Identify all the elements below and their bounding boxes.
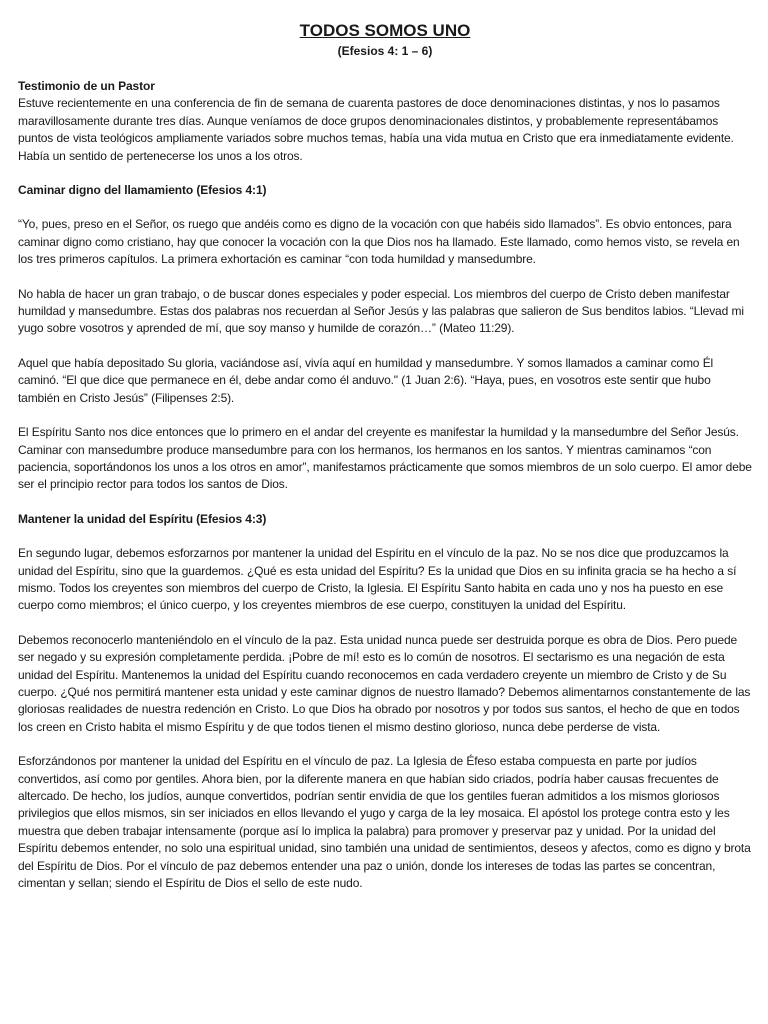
section-heading-unidad: Mantener la unidad del Espíritu (Efesios 4:3)	[18, 511, 267, 526]
paragraph-unidad-1: En segundo lugar, debemos esforzarnos por mantener la unidad del Espíritu en el vínculo de la paz. No se nos dice que produzcamos la unidad del Espíritu, sino que la guardemos. ¿Qué es esta unidad del Espíritu? Es la unidad que Dios en su infinita gracia se ha hecho a sí mismo. Todos los creyentes son miembros del cuerpo de Cristo, la Iglesia. El Espíritu Santo habita en cada uno y nos ha puesto en ese cuerpo como miembros; el único cuerpo, y los creyentes miembros de ese cuerpo, constituyen la unidad del Espíritu.	[18, 546, 737, 613]
paragraph-unidad-3: Esforzándonos por mantener la unidad del Espíritu en el vínculo de paz. La Iglesia de Éfeso estaba compuesta en parte por judíos convertidos, así como por gentiles. Ahora bien, por la diferente manera en que habían sido criados, podría haber causas frecuentes de altercado. De hecho, los judíos, aunque convertidos, podrían sentir envidia de que los gentiles fueran admitidos a los mismos gloriosos privilegios que ellos mismos, sin ser iniciados en ellos llevando el yugo y carga de la ley mosaica. El apóstol los protege contra esto y les muestra que deben trabajar intensamente (porque así lo implica la palabra) para promover y preservar paz y unidad. Por la unidad del Espíritu debemos entender, no solo una espiritual unidad, sino también una unidad de sentimientos, deseos y afectos, como es digno y brota del Espíritu de Dios. Por el vínculo de paz debemos entender una paz o unión, donde los intereses de todas las partes se concentran, cimentan y sellan; siendo el Espíritu de Dios el sello de este nudo.	[18, 754, 751, 891]
paragraph-caminar-1: “Yo, pues, preso en el Señor, os ruego que andéis como es digno de la vocación con que habéis sido llamados”. Es obvio entonces, para caminar digno como cristiano, hay que conocer la vocación con la que Dios nos ha llamado. Este llamado, como hemos visto, se revela en los tres primeros capítulos. La primera exhortación es caminar “con toda humildad y mansedumbre.	[18, 217, 740, 267]
document-subtitle: (Efesios 4: 1 – 6)	[337, 44, 433, 58]
paragraph-caminar-2: No habla de hacer un gran trabajo, o de buscar dones especiales y poder especial. Los miembros del cuerpo de Cristo deben manifestar humildad y mansedumbre. Estas dos palabras nos recuerdan al Señor Jesús y las palabras que salieron de Sus benditos labios. “Llevad mi yugo sobre vosotros y aprended de mí, que soy manso y humilde de corazón…” (Mateo 11:29).	[18, 286, 744, 336]
paragraph-caminar-4: El Espíritu Santo nos dice entonces que lo primero en el andar del creyente es manifestar la humildad y la mansedumbre del Señor Jesús. Caminar con mansedumbre produce mansedumbre para con los hermanos, los hermanos en los santos. Y mientras caminamos “con paciencia, soportándonos los unos a los otros en amor”, manifestamos prácticamente que somos miembros de un solo cuerpo. El amor debe ser el principio rector para todos los santos de Dios.	[18, 425, 752, 492]
section-heading-caminar: Caminar digno del llamamiento (Efesios 4:1)	[18, 183, 267, 198]
paragraph-testimonio: Estuve recientemente en una conferencia de fin de semana de cuarenta pastores de doce denominaciones distintas, y nos lo pasamos maravillosamente durante tres días. Aunque veníamos de doce grupos denominacionales distintos, y probablemente representábamos puntos de vista teológicos ampliamente variados sobre muchos temas, había una vida mutua en Cristo que era inmediatamente evidente. Había un sentido de pertenecerse los unos a los otros.	[18, 96, 734, 163]
document-page	[18, 20, 752, 909]
paragraph-caminar-3: Aquel que había depositado Su gloria, vaciándose así, vivía aquí en humildad y mansedumbre. Y somos llamados a caminar como Él caminó. “El que dice que permanece en él, debe andar como él anduvo." (1 Juan 2:6). “Haya, pues, en vosotros este sentir que hubo también en Cristo Jesús” (Filipenses 2:5).	[18, 355, 714, 405]
section-heading-testimonio: Testimonio de un Pastor	[18, 79, 155, 93]
paragraph-unidad-2: Debemos reconocerlo manteniéndolo en el vínculo de la paz. Esta unidad nunca puede ser destruida porque es obra de Dios. Pero puede ser negado y su expresión completamente perdida. ¡Pobre de mí! esto es lo común de nosotros. El sectarismo es una negación de esta unidad del Espíritu. Mantenemos la unidad del Espíritu cuando reconocemos en cada verdadero creyente un miembro de Cristo y de Su cuerpo. ¿Qué nos permitirá mantener esta unidad y este caminar dignos de nuestro llamado? Debemos alimentarnos constantemente de las gloriosas realidades de nuestra redención en Cristo. Lo que Dios ha obrado por nosotros y por todos sus santos, el hecho de que en todos los creen en Cristo habita el mismo Espíritu y de que todos tienen el mismo destino glorioso, nunca debe perderse de vista.	[18, 632, 751, 734]
document-title: TODOS SOMOS UNO	[299, 21, 471, 40]
